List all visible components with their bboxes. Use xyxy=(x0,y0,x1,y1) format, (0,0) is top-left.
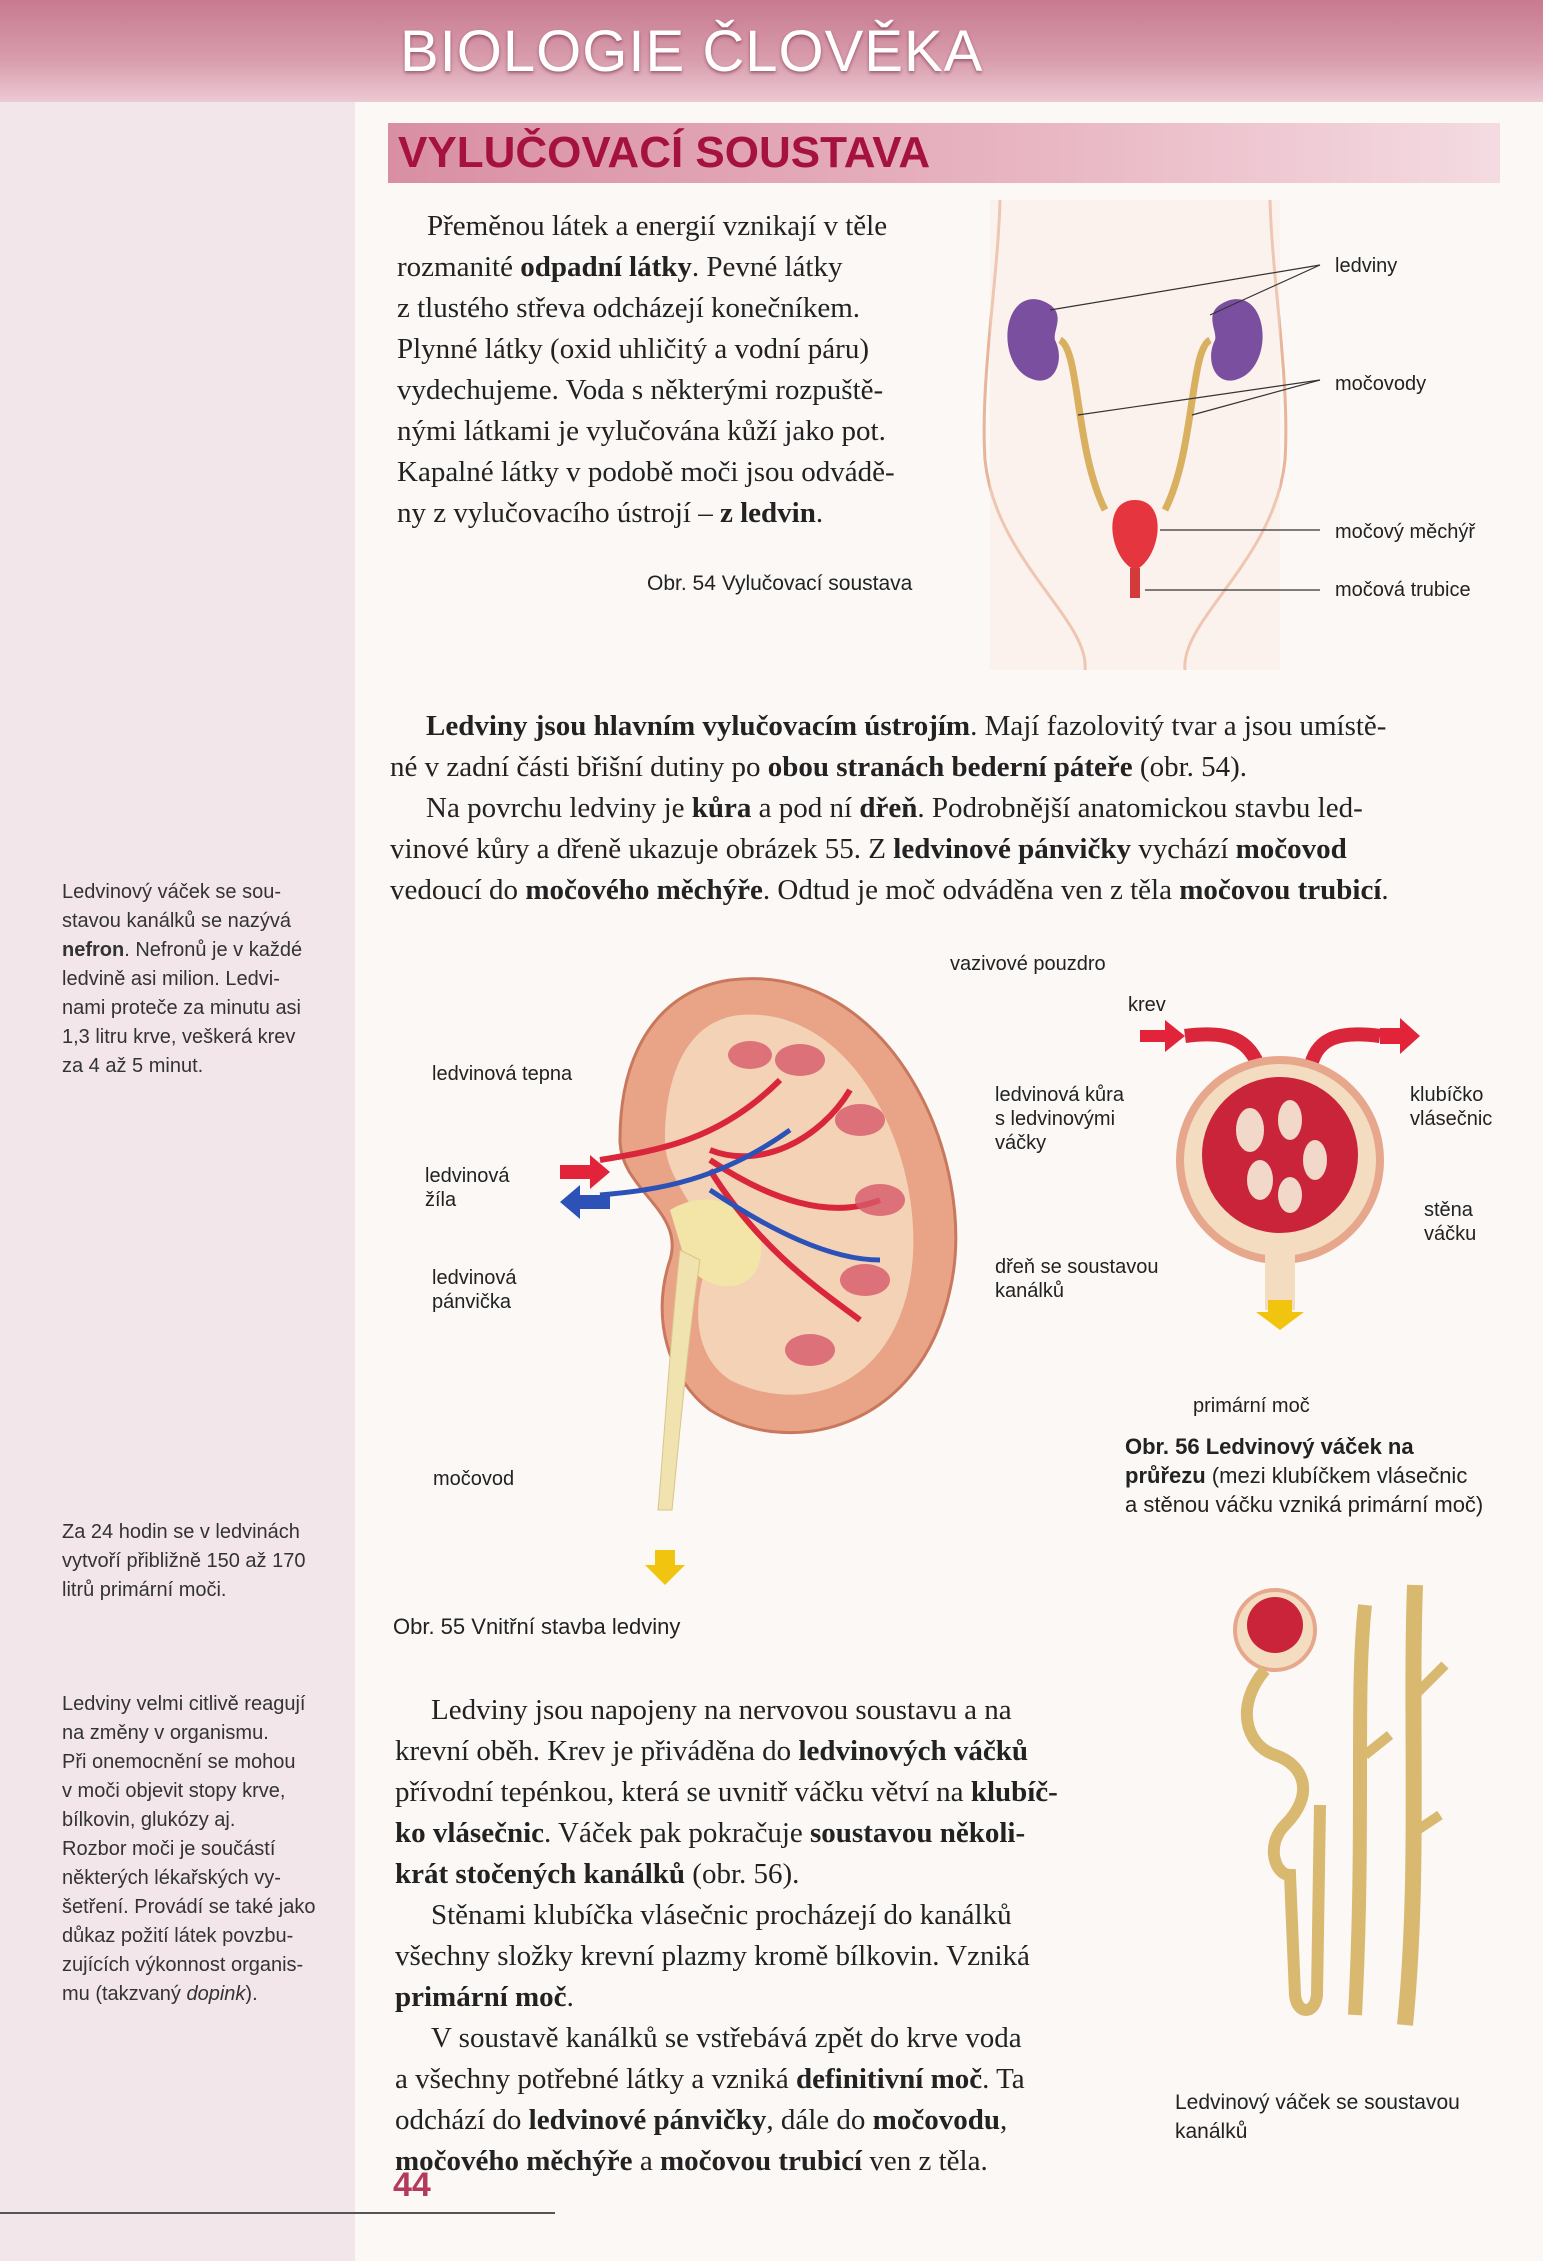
side-note-primary-urine xyxy=(62,1518,332,1605)
text-run: přívodní tepénkou, která se uvnitř váčku větví na xyxy=(395,1776,971,1808)
nephron-figure xyxy=(1215,1575,1455,2035)
text-line xyxy=(390,747,1510,788)
note-line: za 4 až 5 minut. xyxy=(62,1055,204,1077)
text-run: . Podrobnější anatomickou stavbu led- xyxy=(917,792,1363,824)
note-run: ). xyxy=(245,1983,258,2005)
caption-line: a stěnou váčku vzniká primární moč) xyxy=(1125,1492,1484,1517)
label-line: stěna xyxy=(1424,1199,1473,1221)
label-ureters: močovody xyxy=(1335,373,1427,395)
note-line xyxy=(62,1980,332,2009)
text-run: ven z těla. xyxy=(862,2145,988,2177)
note-line: v moči objevit stopy krve, xyxy=(62,1780,286,1802)
text-bold: ledvinové pánvičky xyxy=(893,833,1131,865)
label-line: vlásečnic xyxy=(1410,1108,1493,1130)
text-bold: močovou trubicí xyxy=(1179,874,1382,906)
side-note-sensitivity xyxy=(62,1690,332,2009)
note-line: stavou kanálků se nazývá xyxy=(62,910,292,932)
intro-paragraph xyxy=(397,206,957,534)
fig56-caption xyxy=(1125,1432,1483,1519)
note-line: Ledvinový váček se sou- xyxy=(62,881,282,903)
text-run: né v zadní části břišní dutiny po xyxy=(390,751,768,783)
label-glomerulus xyxy=(1410,1083,1492,1131)
note-line: nami proteče za minutu asi xyxy=(62,997,302,1019)
label-kidneys: ledviny xyxy=(1335,255,1398,277)
text-line: Stěnami klubíčka vlásečnic procházejí do kanálků xyxy=(431,1899,1012,1931)
text-run: a xyxy=(632,2145,660,2177)
text-bold: kůra xyxy=(691,792,752,824)
note-line: bílkovin, glukózy aj. xyxy=(62,1809,236,1831)
note-line: litrů primární moči. xyxy=(62,1579,227,1601)
text-run: (obr. 56). xyxy=(685,1858,800,1890)
arrow-down-icon xyxy=(645,1550,685,1585)
text-run: . Váček pak pokračuje xyxy=(544,1817,811,1849)
text-bold: ledvinové pánvičky xyxy=(528,2104,767,2136)
note-line: 1,3 litru krve, veškerá krev xyxy=(62,1026,296,1048)
footer-rule xyxy=(0,2212,555,2214)
text-run: . xyxy=(815,497,824,529)
label-cortex xyxy=(995,1083,1124,1155)
side-note-nefron xyxy=(62,878,332,1081)
text-line: Kapalné látky v podobě moči jsou odvádě- xyxy=(397,456,895,488)
label-ureter: močovod xyxy=(433,1468,515,1490)
caption-line: Ledvinový váček se soustavou xyxy=(1175,2091,1460,2114)
text-line: Ledviny jsou napojeny na nervovou soustavu a na xyxy=(431,1694,1012,1726)
label-line: klubíčko xyxy=(1410,1084,1484,1106)
label-line: ledvinová xyxy=(432,1267,517,1289)
text-bold: močového měchýře xyxy=(395,2145,633,2177)
text-run: a všechny potřebné látky a vzniká xyxy=(395,2063,797,2095)
label-line: váčku xyxy=(1424,1223,1477,1245)
text-bold: močovod xyxy=(1235,833,1347,865)
text-line: z tlustého střeva odcházejí konečníkem. xyxy=(397,292,861,324)
fig54-caption: Obr. 54 Vylučovací soustava xyxy=(647,572,913,595)
text-bold: odpadní látky xyxy=(520,251,692,283)
text-line xyxy=(390,829,1510,870)
text-run: a pod ní xyxy=(751,792,860,824)
label-line: dřeň se soustavou xyxy=(995,1256,1159,1278)
label-pelvis xyxy=(432,1266,517,1314)
caption-bold: průřezu xyxy=(1125,1463,1206,1488)
text-line xyxy=(395,2100,1155,2141)
text-run: ny z vylučovacího ústrojí – xyxy=(397,497,720,529)
note-line: šetření. Provádí se také jako xyxy=(62,1896,316,1918)
urethra-icon xyxy=(1130,568,1140,598)
label-line: váčky xyxy=(995,1132,1047,1154)
text-line xyxy=(390,706,1510,747)
text-line: vydechujeme. Voda s některými rozpuště- xyxy=(397,374,884,406)
text-line xyxy=(397,247,957,288)
nervous-paragraph xyxy=(395,1690,1155,2182)
text-line xyxy=(395,1977,1155,2018)
text-bold: dřeň xyxy=(859,792,918,824)
text-bold: definitivní moč xyxy=(796,2063,983,2095)
text-bold: ko vlásečnic xyxy=(395,1817,545,1849)
text-bold: močového měchýře xyxy=(525,874,763,906)
text-run: vinové kůry a dřeně ukazuje obrázek 55. Z xyxy=(390,833,894,865)
note-line: některých lékařských vy- xyxy=(62,1867,281,1889)
kidney-section-figure xyxy=(560,960,960,1590)
text-line: nými látkami je vylučována kůží jako pot. xyxy=(397,415,886,447)
note-line: Za 24 hodin se v ledvinách xyxy=(62,1521,300,1543)
label-wall xyxy=(1424,1198,1476,1246)
label-line: pánvička xyxy=(432,1291,511,1313)
caption-line: kanálků xyxy=(1175,2120,1248,2143)
text-run: rozmanité xyxy=(397,251,521,283)
text-bold: soustavou několi- xyxy=(810,1817,1026,1849)
label-artery: ledvinová tepna xyxy=(432,1063,573,1085)
arrow-out-icon xyxy=(1380,1018,1420,1054)
section-title: VYLUČOVACÍ SOUSTAVA xyxy=(398,128,931,177)
arrow-in-icon xyxy=(1140,1020,1185,1052)
text-line: V soustavě kanálků se vstřebává zpět do krve voda xyxy=(431,2022,1022,2054)
text-bold: klubíč- xyxy=(970,1776,1058,1808)
text-run: . Odtud je moč odváděna ven z těla xyxy=(762,874,1180,906)
nephron-caption xyxy=(1175,2088,1460,2146)
text-line xyxy=(395,2059,1155,2100)
note-line: ledvině asi milion. Ledvi- xyxy=(62,968,280,990)
label-line: ledvinová xyxy=(425,1165,510,1187)
label-medulla xyxy=(995,1255,1158,1303)
note-italic: dopink xyxy=(186,1983,246,2005)
arrow-out-icon xyxy=(560,1185,610,1219)
caption-run: (mezi klubíčkem vlásečnic xyxy=(1205,1463,1468,1488)
text-run: vychází xyxy=(1130,833,1236,865)
note-run: . Nefronů je v každé xyxy=(124,939,303,961)
label-line: žíla xyxy=(425,1189,457,1211)
text-line xyxy=(395,1854,1155,1895)
kidney-paragraph xyxy=(390,706,1510,911)
label-bladder: močový měchýř xyxy=(1335,521,1476,543)
text-bold: močovodu xyxy=(872,2104,1000,2136)
text-run: vedoucí do xyxy=(390,874,526,906)
note-line xyxy=(62,936,332,965)
note-line: důkaz požití látek povzbu- xyxy=(62,1925,294,1947)
label-capsule: vazivové pouzdro xyxy=(950,953,1106,975)
note-line: vytvoří přibližně 150 až 170 xyxy=(62,1550,306,1572)
glomerulus-icon xyxy=(1202,1077,1358,1233)
text-line xyxy=(395,1813,1155,1854)
text-line xyxy=(390,870,1510,911)
note-line: Rozbor moči je součástí xyxy=(62,1838,276,1860)
label-line: s ledvinovými xyxy=(995,1108,1116,1130)
text-run: , xyxy=(999,2104,1008,2136)
label-primary-urine: primární moč xyxy=(1193,1395,1310,1417)
text-run: . Pevné látky xyxy=(691,251,843,283)
label-blood: krev xyxy=(1128,994,1166,1016)
text-bold: obou stranách bederní páteře xyxy=(767,751,1133,783)
text-run: krevní oběh. Krev je přiváděna do xyxy=(395,1735,799,1767)
corpuscle-figure xyxy=(1140,1000,1420,1330)
note-bold: nefron xyxy=(62,939,125,961)
text-bold: krát stočených kanálků xyxy=(395,1858,686,1890)
page-number: 44 xyxy=(393,2166,431,2204)
note-line: na změny v organismu. xyxy=(62,1722,269,1744)
text-line: Plynné látky (oxid uhličitý a vodní páru) xyxy=(397,333,869,365)
text-bold: primární moč xyxy=(395,1981,567,2013)
arrow-down-icon xyxy=(1256,1300,1304,1330)
text-bold: ledvinových váčků xyxy=(798,1735,1029,1767)
text-line xyxy=(395,1731,1155,1772)
text-run: (obr. 54). xyxy=(1132,751,1248,783)
note-line: Ledviny velmi citlivě reagují xyxy=(62,1693,306,1715)
label-line: kanálků xyxy=(995,1280,1064,1302)
text-run: , dále do xyxy=(766,2104,873,2136)
text-line xyxy=(395,2141,1155,2182)
text-line: všechny složky krevní plazmy kromě bílkovin. Vzniká xyxy=(395,1940,1030,1972)
fig55-caption: Obr. 55 Vnitřní stavba ledviny xyxy=(393,1614,681,1639)
text-bold: močovou trubicí xyxy=(659,2145,863,2177)
text-line xyxy=(397,493,957,534)
label-urethra: močová trubice xyxy=(1335,579,1471,601)
text-run: . Ta xyxy=(982,2063,1025,2095)
text-line xyxy=(390,788,1510,829)
text-run: odchází do xyxy=(395,2104,529,2136)
note-line: zujících výkonnost organis- xyxy=(62,1954,304,1976)
text-run: . xyxy=(1381,874,1389,906)
text-line xyxy=(395,1772,1155,1813)
caption-line xyxy=(1125,1461,1483,1490)
text-run: . xyxy=(566,1981,574,2013)
note-line: Při onemocnění se mohou xyxy=(62,1751,296,1773)
text-bold: z ledvin xyxy=(719,497,816,529)
header-title: BIOLOGIE ČLOVĚKA xyxy=(400,19,984,84)
note-run: mu (takzvaný xyxy=(62,1983,187,2005)
text-line: Přeměnou látek a energií vznikají v těle xyxy=(427,210,888,242)
text-bold: Ledviny jsou hlavním vylučovacím ústrojím xyxy=(426,710,971,742)
label-line: ledvinová kůra xyxy=(995,1084,1124,1106)
text-run: Na povrchu ledviny je xyxy=(426,792,692,824)
text-run: . Mají fazolovitý tvar a jsou umístě- xyxy=(970,710,1387,742)
label-vein xyxy=(425,1164,510,1212)
caption-bold: Obr. 56 Ledvinový váček na xyxy=(1125,1434,1414,1459)
